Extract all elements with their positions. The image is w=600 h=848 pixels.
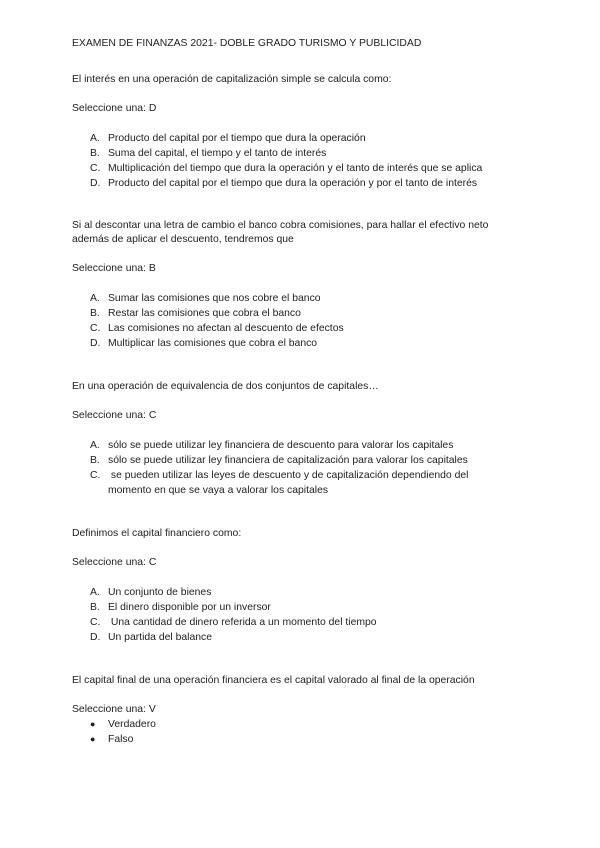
option-text: El dinero disponible por un inversor — [108, 602, 271, 613]
option-text: sólo se puede utilizar ley financiera de capitalización para valorar los capitales — [108, 455, 468, 466]
question-3-text: En una operación de equivalencia de dos conjuntos de capitales… — [72, 381, 379, 392]
question-3-option-c — [90, 468, 468, 483]
question-4-option-c — [90, 615, 377, 630]
question-2-text-line-1: Si al descontar una letra de cambio el banco cobra comisiones, para hallar el efectivo neto — [72, 220, 489, 231]
option-letter: C. — [90, 163, 101, 174]
question-5-answer: Seleccione una: V — [72, 704, 156, 715]
option-text: sólo se puede utilizar ley financiera de descuento para valorar los capitales — [108, 440, 454, 451]
question-5-option-true — [90, 717, 156, 732]
option-text: Producto del capital por el tiempo que dura la operación y por el tanto de interés — [108, 178, 478, 189]
option-text: Multiplicar las comisiones que cobra el banco — [108, 338, 318, 349]
question-3-option-b — [90, 453, 468, 468]
option-text: Multiplicación del tiempo que dura la operación y el tanto de interés que se aplica — [108, 163, 483, 174]
option-text: Restar las comisiones que cobra el banco — [108, 308, 301, 319]
question-2-option-a — [90, 291, 321, 306]
question-2-option-b — [90, 306, 301, 321]
option-letter: A. — [90, 293, 100, 304]
question-5-option-false — [90, 732, 133, 747]
bullet-icon: ● — [90, 719, 96, 729]
question-1-option-b — [90, 146, 326, 161]
option-letter: C. — [90, 323, 101, 334]
option-text: Una cantidad de dinero referida a un momento del tiempo — [108, 617, 377, 628]
question-4-answer: Seleccione una: C — [72, 557, 157, 568]
bullet-icon: ● — [90, 734, 96, 744]
question-3-option-c-continuation: momento en que se vaya a valorar los capitales — [108, 485, 329, 496]
option-letter: D. — [90, 632, 101, 643]
option-text: Falso — [108, 734, 134, 745]
question-2-option-d — [90, 336, 317, 351]
question-2-answer: Seleccione una: B — [72, 263, 156, 274]
option-text: Verdadero — [108, 719, 156, 730]
question-2-text-line-2: además de aplicar el descuento, tendremos que — [72, 234, 294, 245]
question-3-option-a — [90, 438, 453, 453]
exam-title: EXAMEN DE FINANZAS 2021- DOBLE GRADO TURISMO Y PUBLICIDAD — [72, 38, 422, 49]
question-1-option-a — [90, 131, 366, 146]
question-5-text: El capital final de una operación financiera es el capital valorado al final de la operación — [72, 675, 475, 686]
option-text: Un conjunto de bienes — [108, 587, 212, 598]
option-text: Las comisiones no afectan al descuento de efectos — [108, 323, 344, 334]
option-letter: A. — [90, 440, 100, 451]
option-letter: B. — [90, 455, 100, 466]
question-4-text: Definimos el capital financiero como: — [72, 528, 242, 539]
question-1-answer: Seleccione una: D — [72, 103, 157, 114]
option-letter: B. — [90, 308, 100, 319]
option-letter: A. — [90, 133, 100, 144]
option-letter: D. — [90, 178, 101, 189]
option-text: Un partida del balance — [108, 632, 212, 643]
option-text: Sumar las comisiones que nos cobre el banco — [108, 293, 321, 304]
question-4-option-b — [90, 600, 271, 615]
question-1-option-c — [90, 161, 482, 176]
option-letter: C. — [90, 470, 101, 481]
question-1-option-d — [90, 176, 477, 191]
option-text: se pueden utilizar las leyes de descuento y de capitalización dependiendo del — [108, 470, 469, 481]
option-letter: C. — [90, 617, 101, 628]
option-text: Suma del capital, el tiempo y el tanto de interés — [108, 148, 327, 159]
option-text: Producto del capital por el tiempo que dura la operación — [108, 133, 366, 144]
question-1-text: El interés en una operación de capitalización simple se calcula como: — [72, 74, 392, 85]
question-4-option-a — [90, 585, 211, 600]
question-4-option-d — [90, 630, 212, 645]
option-letter: B. — [90, 602, 100, 613]
option-letter: A. — [90, 587, 100, 598]
question-2-option-c — [90, 321, 344, 336]
question-3-answer: Seleccione una: C — [72, 410, 157, 421]
option-letter: D. — [90, 338, 101, 349]
option-letter: B. — [90, 148, 100, 159]
